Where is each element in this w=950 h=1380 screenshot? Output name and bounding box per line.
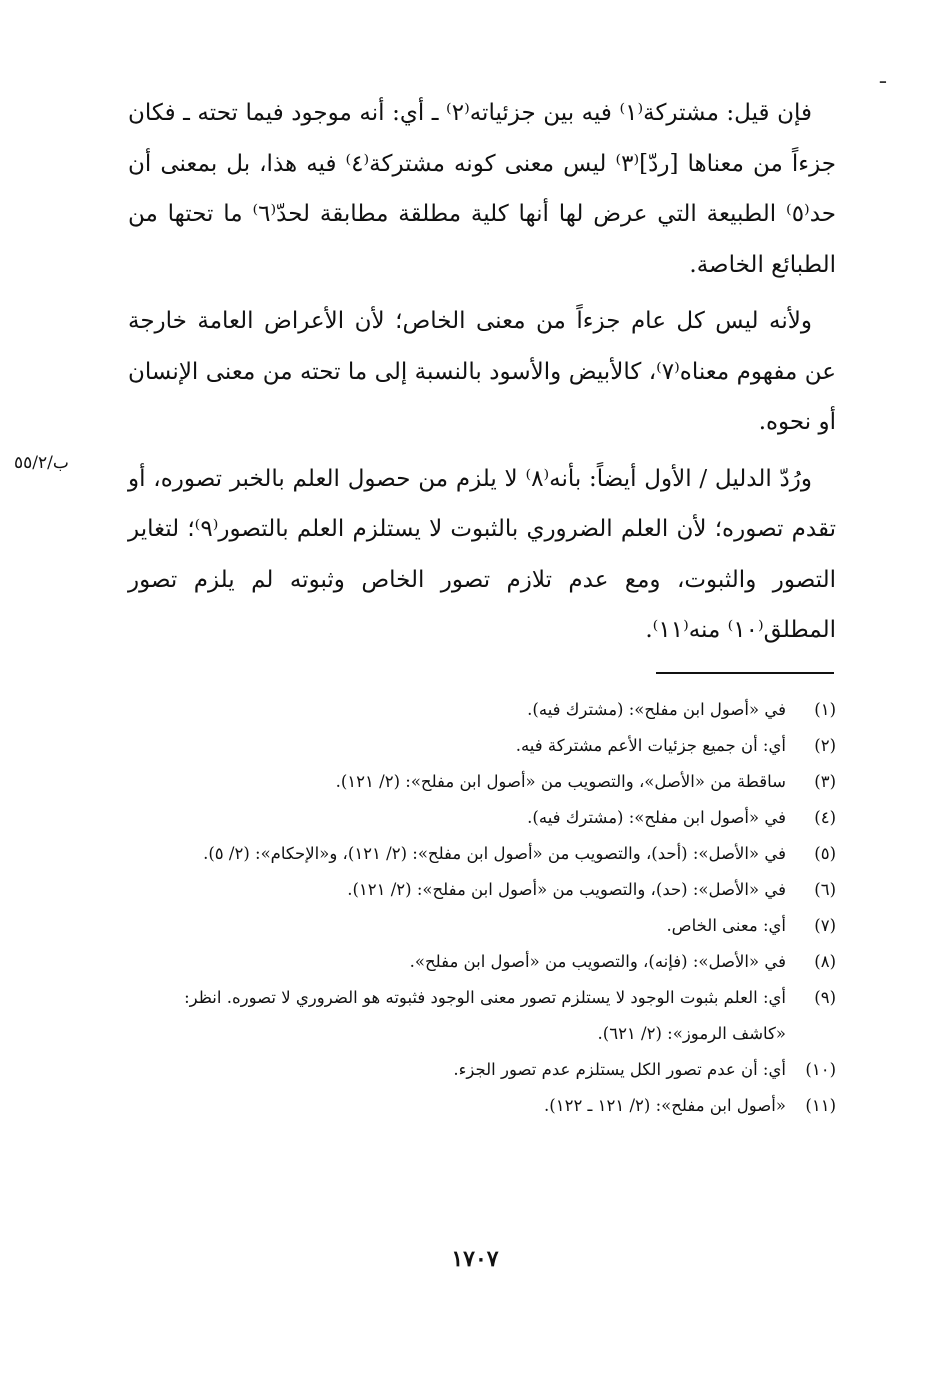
footnote-number: (٨) [814,952,836,971]
footnote [128,1052,836,1088]
footnote-text: أي: أن عدم تصور الكل يستلزم عدم تصور الجزء. [453,1060,786,1079]
footnote [128,764,836,800]
margin-folio-note: ب/٥٥/٢ [14,453,69,473]
footnote-number: (٥) [814,844,836,863]
footnote [128,800,836,836]
footnote [128,872,836,908]
footnote-text: أي: العلم بثبوت الوجود لا يستلزم تصور معنى الوجود فثبوته هو الضروري لا تصوره. انظر: «كاشف الرموز»: (٢/ ٦٢١). [184,988,786,1043]
footnote-number: (٩) [814,988,836,1007]
footnote-separator [656,672,834,674]
footnote-number: (١١) [805,1096,836,1115]
paragraph: ولأنه ليس كل عام جزءاً من معنى الخاص؛ لأن الأعراض العامة خارجة عن مفهوم معناه⁽٧⁾، كالأبيض والأسود بالنسبة إلى ما تحته من معنى الإنسان أو نحوه. [128,308,836,435]
footnote [128,1088,836,1124]
footnote [128,836,836,872]
footnote-text: في «الأصل»: (حد)، والتصويب من «أصول ابن مفلح»: (٢/ ١٢١). [347,880,786,899]
footnote [128,908,836,944]
footnote [128,944,836,980]
footnote-number: (١) [814,700,836,719]
stray-mark: ـ [880,64,886,88]
footnote-number: (٣) [814,772,836,791]
footnote-number: (٧) [814,916,836,935]
footnotes-list [128,692,836,1124]
footnote-number: (٦) [814,880,836,899]
footnote-text: في «الأصل»: (فإنه)، والتصويب من «أصول ابن مفلح». [409,952,786,971]
footnote-number: (٤) [814,808,836,827]
footnote-text: في «أصول ابن مفلح»: (مشترك فيه). [527,808,786,827]
footnote-text: «أصول ابن مفلح»: (٢/ ١٢١ ـ ١٢٢). [544,1096,786,1115]
footnote-text: أي: أن جميع جزئيات الأعم مشتركة فيه. [515,736,786,755]
paragraph: فإن قيل: مشتركة⁽١⁾ فيه بين جزئياته⁽٢⁾ ـ أي: أنه موجود فيما تحته ـ فكان جزءاً من معناها [ردّ]⁽٣⁾ ليس معنى كونه مشتركة⁽٤⁾ فيه هذا، بل بمعنى أن حد⁽٥⁾ الطبيعة التي عرض لها أنها كلية مطلقة مطابقة لحدّ⁽٦⁾ ما تحتها من الطبائع الخاصة. [128,100,836,278]
footnote-text: في «أصول ابن مفلح»: (مشترك فيه). [527,700,786,719]
main-text [128,88,836,662]
footnote [128,728,836,764]
footnote [128,980,836,1052]
page-number: ١٧٠٧ [451,1246,499,1272]
footnote-text: أي: معنى الخاص. [666,916,786,935]
footnote [128,692,836,728]
footnote-text: ساقطة من «الأصل»، والتصويب من «أصول ابن مفلح»: (٢/ ١٢١). [335,772,786,791]
footnote-number: (١٠) [805,1060,836,1079]
footnote-text: في «الأصل»: (أحد)، والتصويب من «أصول ابن مفلح»: (٢/ ١٢١)، و«الإحكام»: (٢/ ٥). [203,844,786,863]
footnote-number: (٢) [814,736,836,755]
paragraph: ورُدّ الدليل / الأول أيضاً: بأنه⁽٨⁾ لا يلزم من حصول العلم بالخبر تصوره، أو تقدم تصوره؛ لأن العلم الضروري بالثبوت لا يستلزم العلم بالتصور⁽٩⁾؛ لتغاير التصور والثبوت، ومع عدم تلازم تصور الخاص وثبوته لم يلزم تصور المطلق⁽١٠⁾ منه⁽١١⁾. [128,465,837,643]
